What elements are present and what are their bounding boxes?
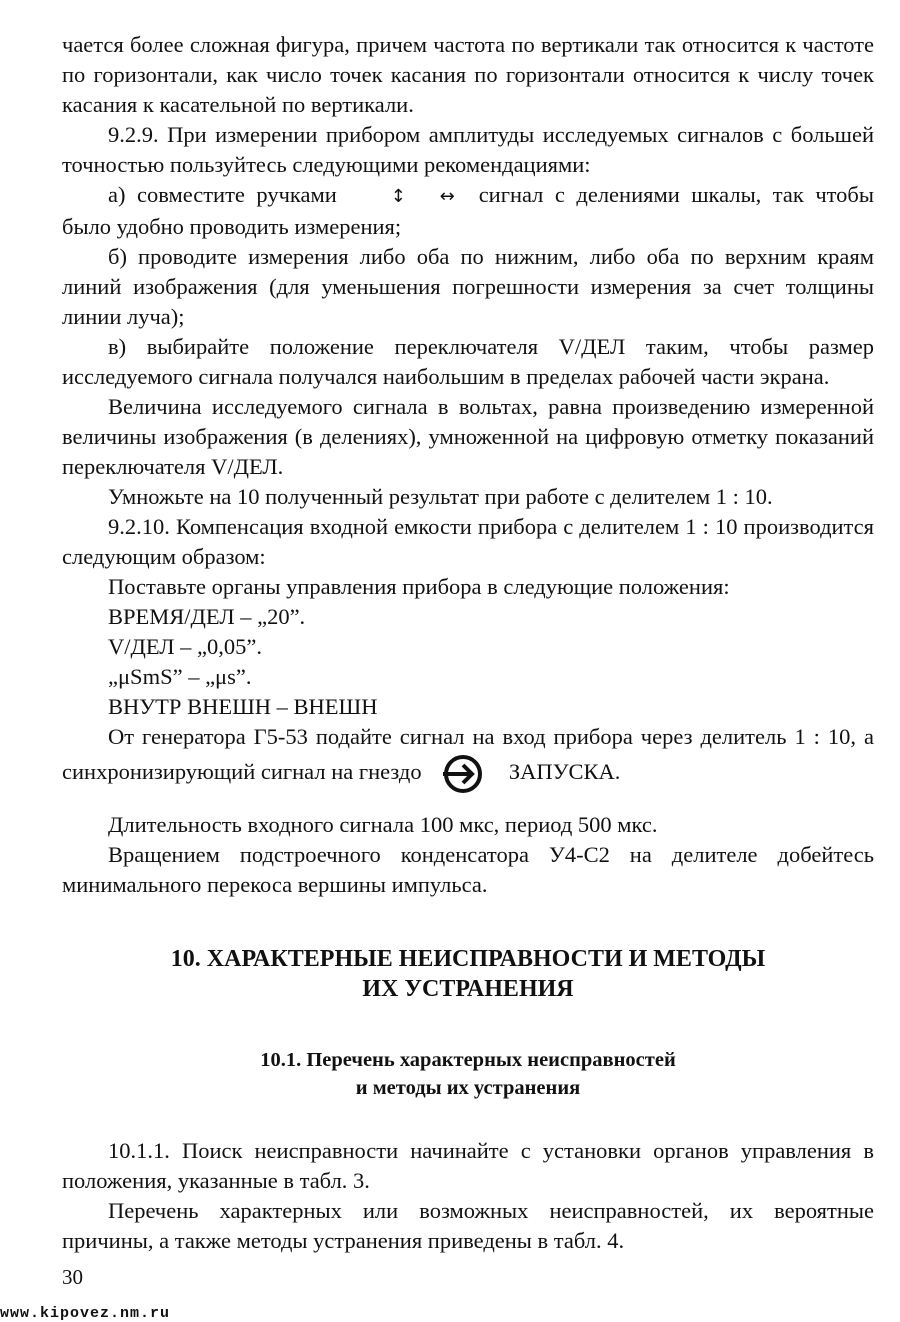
section-heading (62, 944, 874, 1004)
paragraph: 10.1.1. Поиск неисправности начинайте с установки органов управления в положения, указанные в табл. 3. (62, 1138, 874, 1193)
paragraph: Длительность входного сигнала 100 мкс, период 500 мкс. (108, 812, 658, 837)
paragraph-part: а) совместите ручками (108, 182, 337, 207)
paragraph: в) выбирайте положение переключателя V/ДЕЛ таким, чтобы размер исследуемого сигнала получался наибольшим в пределах рабочей части экрана. (62, 334, 874, 389)
paragraph-part: От генератора Г5-53 подайте сигнал на вход прибора через делитель 1 : 10, а синхронизирующий сигнал на гнездо (62, 724, 874, 785)
setting-line: ВНУТР ВНЕШН – ВНЕШН (108, 694, 378, 719)
setting-line: ВРЕМЯ/ДЕЛ – „20”. (108, 604, 306, 629)
site-watermark: www.kipovez.nm.ru (0, 1305, 171, 1322)
paragraph: 9.2.10. Компенсация входной емкости прибора с делителем 1 : 10 производится следующим образом: (62, 514, 874, 569)
setting-line: „μSmS” – „μs”. (108, 664, 252, 689)
paragraph (62, 180, 874, 242)
paragraph (62, 722, 874, 796)
circled-arrow-sync-icon (441, 752, 485, 796)
page-content (62, 30, 874, 1256)
paragraph-part: ЗАПУСКА. (508, 759, 621, 785)
paragraph: Умножьте на 10 полученный результат при работе с делителем 1 : 10. (108, 484, 773, 509)
heading-line: 10. ХАРАКТЕРНЫЕ НЕИСПРАВНОСТИ И МЕТОДЫ (170, 946, 766, 972)
setting-line: V/ДЕЛ – „0,05”. (108, 634, 263, 659)
paragraph: Перечень характерных или возможных неисправностей, их вероятные причины, а также методы устранения приведены в табл. 4. (62, 1198, 874, 1253)
spacer (62, 796, 874, 810)
page-number: 30 (62, 1265, 83, 1289)
paragraph: Вращением подстроечного конденсатора У4-С2 на делителе добейтесь минимального перекоса вершины импульса. (62, 842, 874, 897)
arrows-icon: ↕ ↔ (390, 186, 469, 207)
paragraph: Величина исследуемого сигнала в вольтах, равна произведению измеренной величины изображения (в делениях), умноженной на цифровую отметку показаний переключателя V/ДЕЛ. (62, 394, 874, 479)
paragraph: чается более сложная фигура, причем частота по вертикали так относится к частоте по горизонтали, как число точек касания по горизонтали относится к числу точек касания к касательной по вертикали. (62, 32, 874, 117)
paragraph: 9.2.9. При измерении прибором амплитуды исследуемых сигналов с большей точностью пользуйтесь следующими рекомендациями: (62, 122, 874, 177)
section-body (62, 1136, 874, 1256)
paragraph: Поставьте органы управления прибора в следующие положения: (108, 574, 730, 599)
heading-line: 10.1. Перечень характерных неисправностей (260, 1049, 676, 1071)
paragraph-part: сигнал с делениями шкалы, так чтобы было удобно проводить измерения; (62, 182, 874, 239)
subsection-heading (62, 1046, 874, 1102)
heading-line: ИХ УСТРАНЕНИЯ (362, 976, 574, 1002)
paragraph: б) проводите измерения либо оба по нижним, либо оба по верхним краям линий изображения (для уменьшения погрешности измерения за счет толщины линии луча); (62, 244, 874, 329)
heading-line: и методы их устранения (355, 1077, 581, 1099)
